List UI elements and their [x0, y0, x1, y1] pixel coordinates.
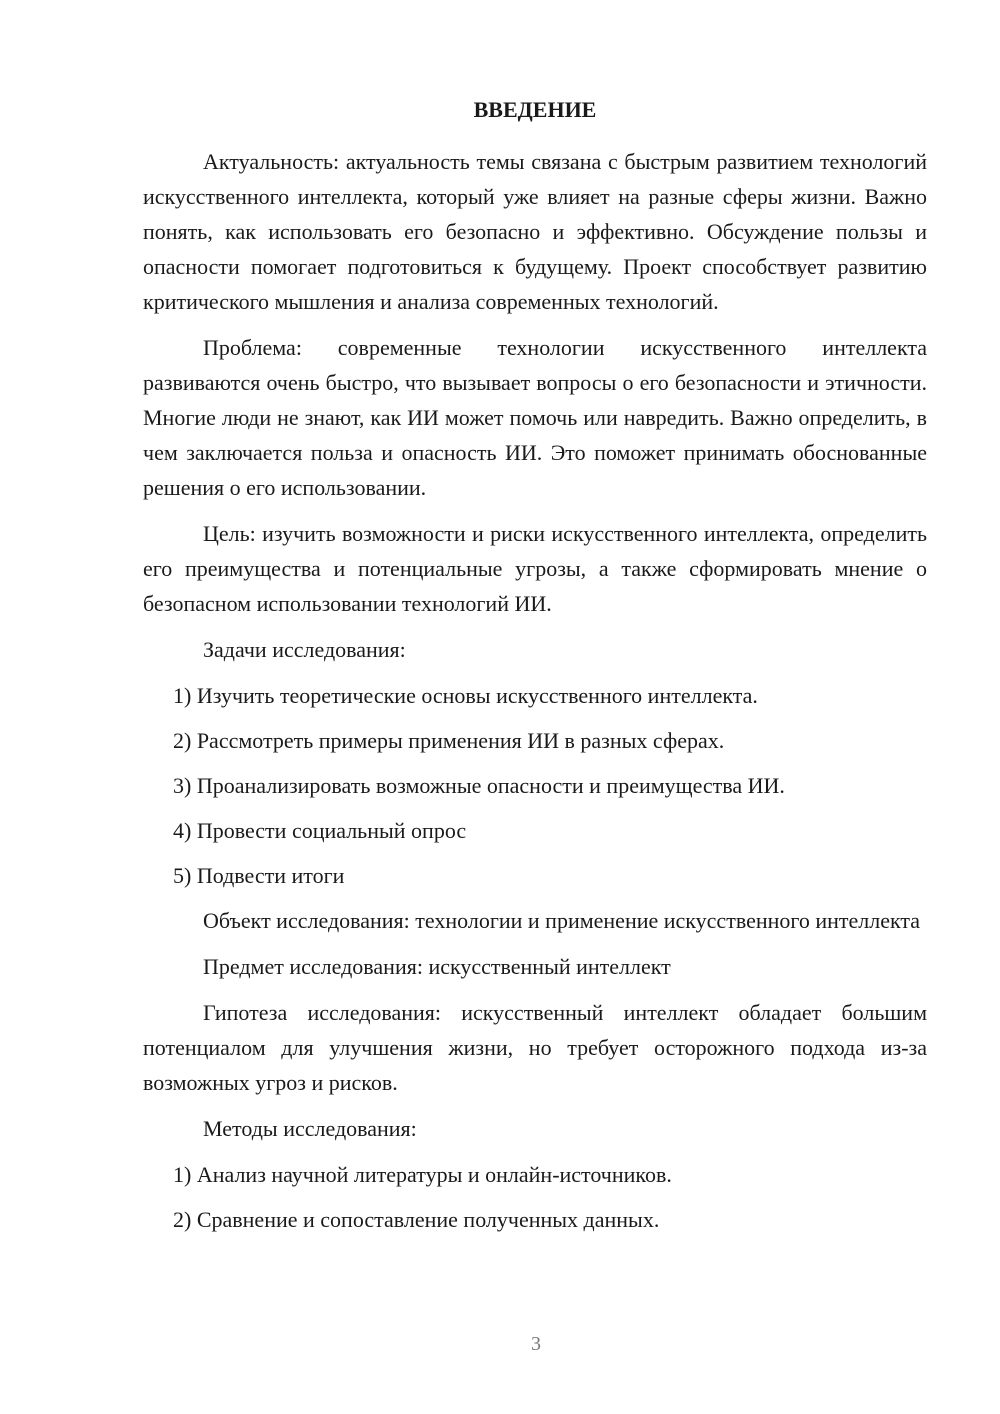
goal-paragraph: Цель: изучить возможности и риски искусственного интеллекта, определить его преимущества и потенциальные угрозы, а также сформировать мнение о безопасном использовании технологий ИИ.	[143, 521, 927, 616]
problem-paragraph: Проблема: современные технологии искусственного интеллекта развиваются очень быстро, что вызывает вопросы о его безопасности и этичности. Многие люди не знают, как ИИ может помочь или навредить. Важно определить, в чем заключается польза и опасность ИИ. Это поможет принимать обоснованные решения о его использовании.	[143, 335, 927, 500]
hypothesis-paragraph: Гипотеза исследования: искусственный интеллект обладает большим потенциалом для улучшения жизни, но требует осторожного подхода из-за возможных угроз и рисков.	[143, 1000, 927, 1095]
task-item: 4) Провести социальный опрос	[173, 818, 467, 843]
task-item: 2) Рассмотреть примеры применения ИИ в разных сферах.	[173, 728, 725, 753]
methods-list	[143, 1157, 927, 1237]
task-item: 5) Подвести итоги	[173, 863, 345, 888]
method-item: 1) Анализ научной литературы и онлайн-источников.	[173, 1162, 672, 1187]
method-item: 2) Сравнение и сопоставление полученных данных.	[173, 1207, 660, 1232]
relevance-paragraph: Актуальность: актуальность темы связана с быстрым развитием технологий искусственного интеллекта, который уже влияет на разные сферы жизни. Важно понять, как использовать его безопасно и эффективно. Обсуждение пользы и опасности помогает подготовиться к будущему. Проект способствует развитию критического мышления и анализа современных технологий.	[143, 149, 927, 314]
document-page	[143, 92, 927, 1247]
task-item: 3) Проанализировать возможные опасности и преимущества ИИ.	[173, 773, 785, 798]
methods-heading: Методы исследования:	[203, 1116, 417, 1141]
object-paragraph: Объект исследования: технологии и применение искусственного интеллекта	[203, 908, 921, 933]
tasks-heading: Задачи исследования:	[203, 637, 406, 662]
task-item: 1) Изучить теоретические основы искусственного интеллекта.	[173, 683, 758, 708]
subject-paragraph: Предмет исследования: искусственный интеллект	[203, 954, 671, 979]
section-title: ВВЕДЕНИЕ	[473, 97, 597, 122]
tasks-list	[143, 678, 927, 893]
page-number: 3	[531, 1333, 541, 1355]
